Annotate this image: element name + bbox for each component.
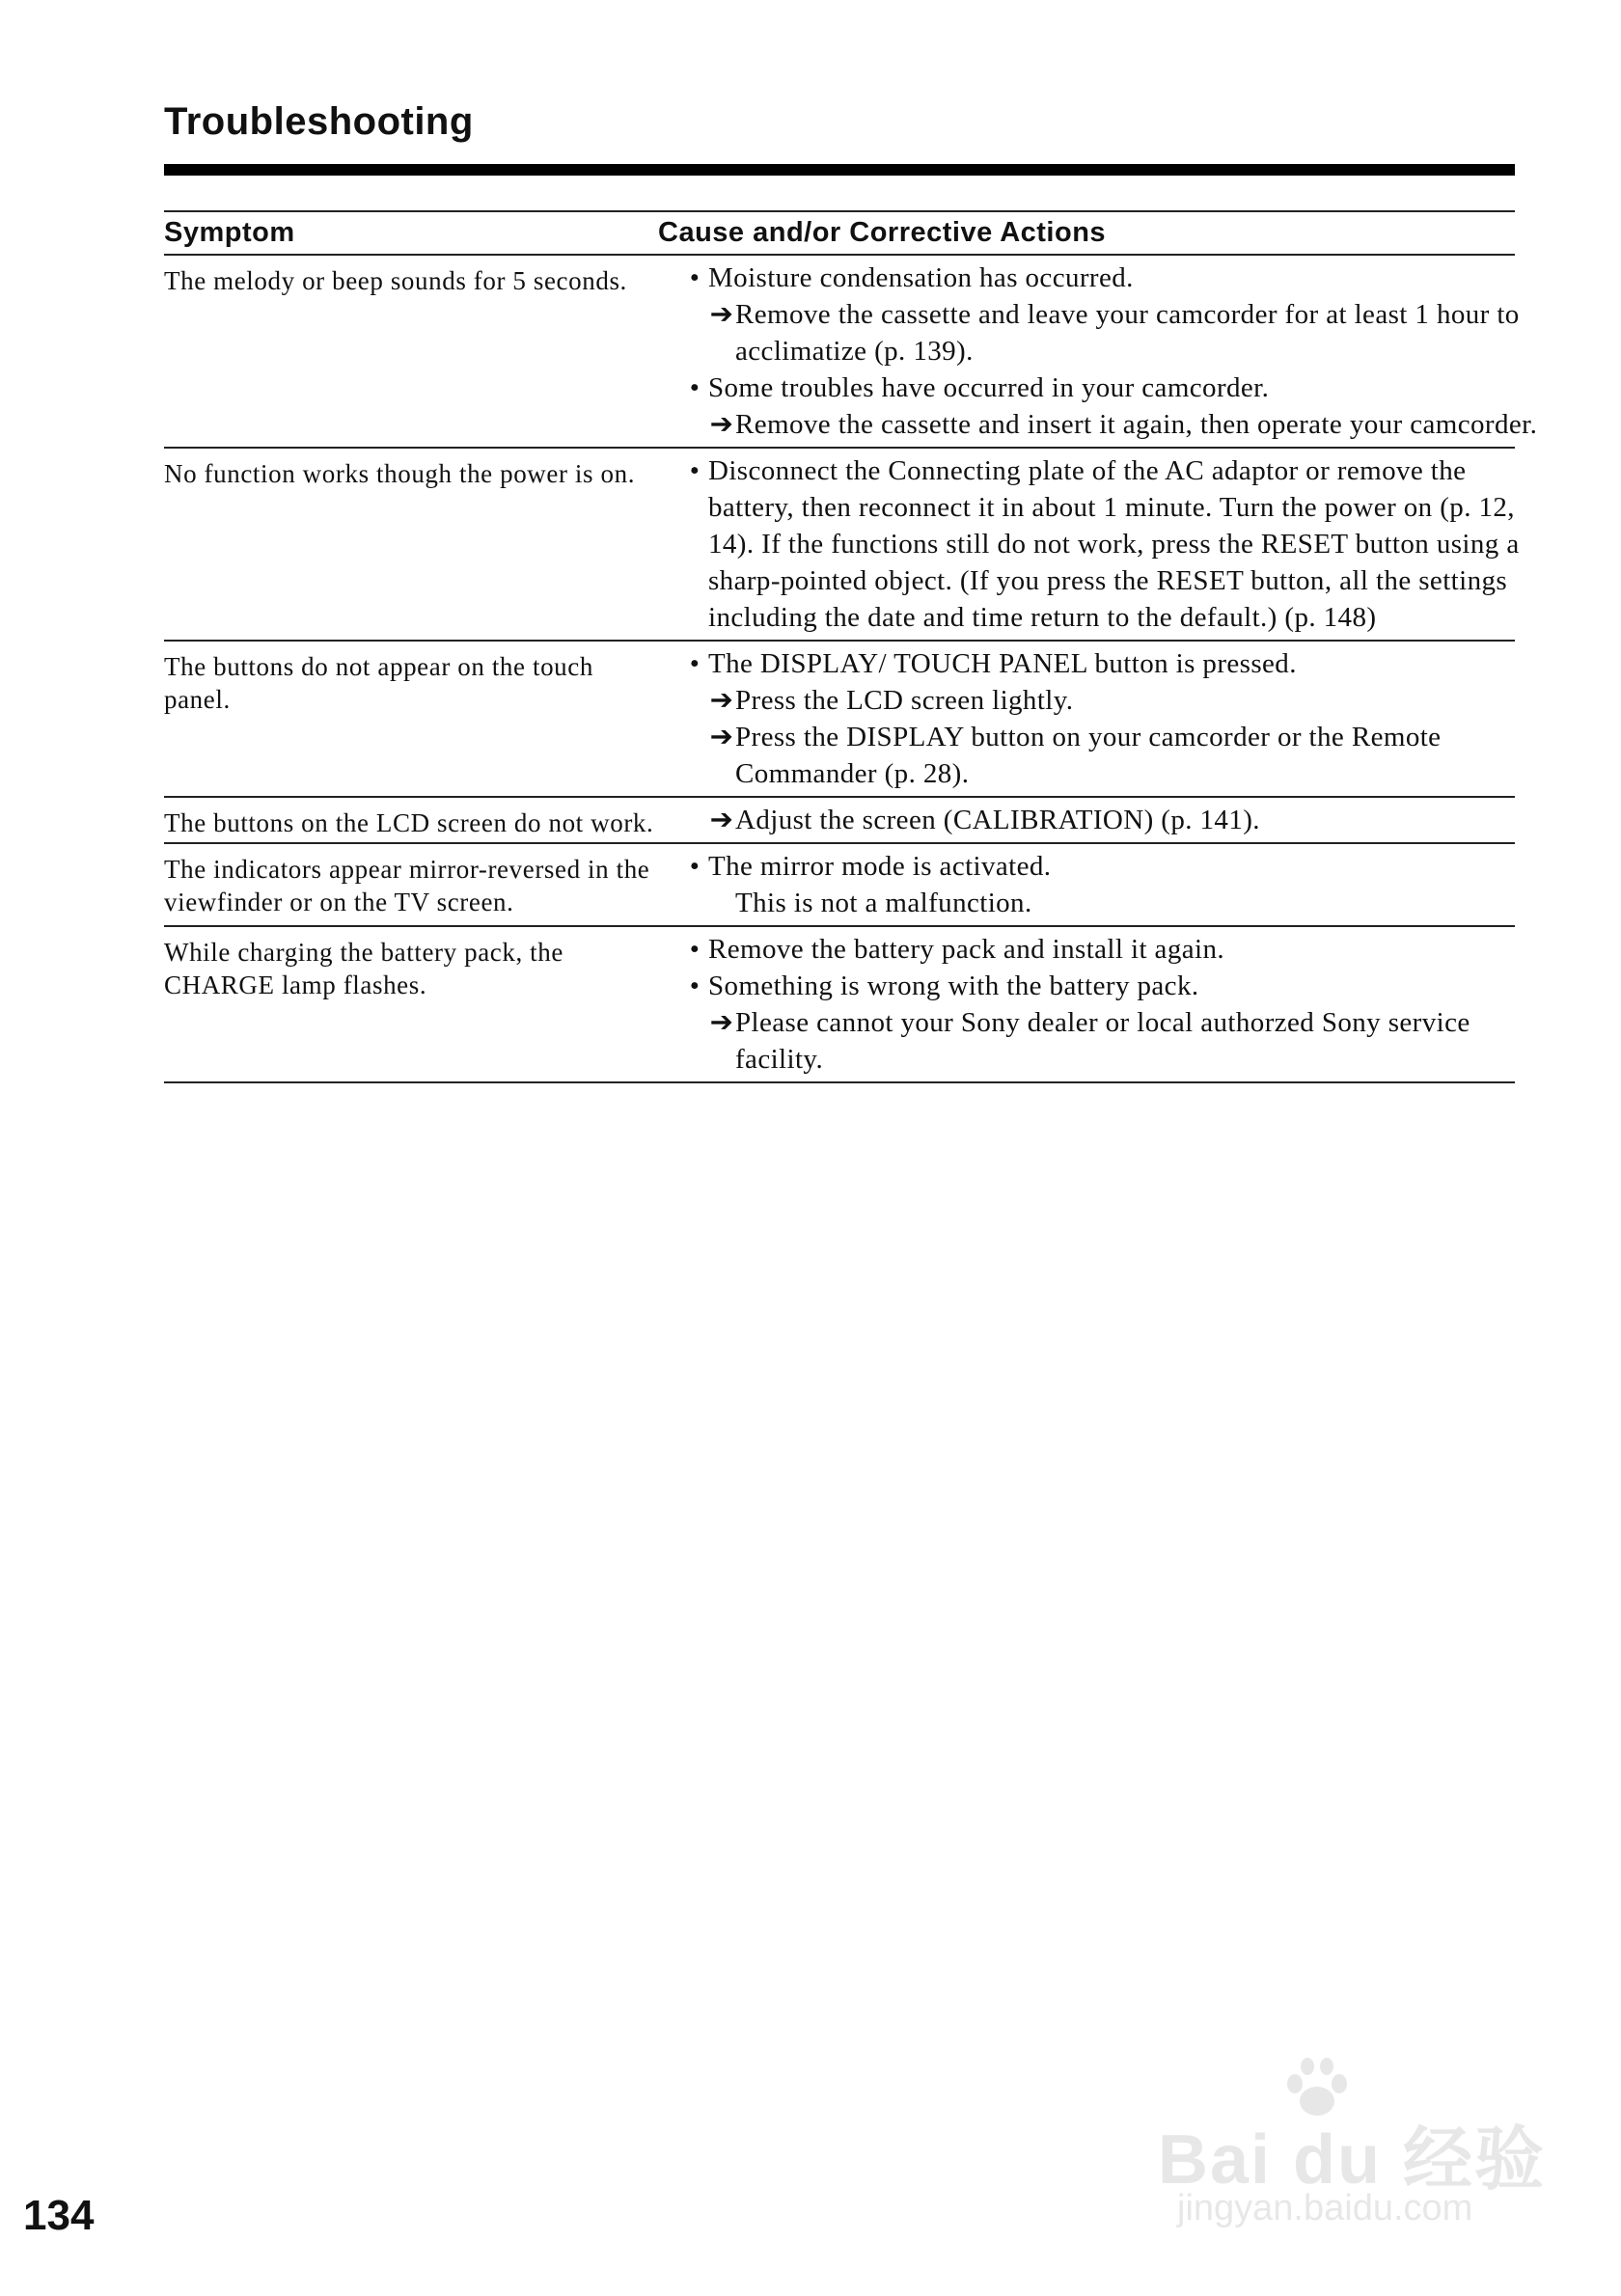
bullet-icon: • <box>689 934 701 965</box>
arrow-right-icon: ➔ <box>709 409 734 440</box>
table-row <box>164 642 1515 798</box>
title-rule <box>164 164 1515 176</box>
cause-bullet-line <box>681 968 1538 1004</box>
line-text: Remove the cassette and leave your camcorder for at least 1 hour to acclimatize (p. 139). <box>735 299 1520 367</box>
symptom-column-header: Symptom <box>164 217 295 248</box>
cause-cell <box>681 798 1538 842</box>
bullet-icon: • <box>689 455 701 486</box>
watermark-url: jingyan.baidu.com <box>1177 2188 1473 2228</box>
bullet-icon: • <box>689 648 701 679</box>
line-text: Moisture condensation has occurred. <box>708 262 1134 293</box>
line-text: Something is wrong with the battery pack. <box>708 970 1199 1001</box>
bullet-icon: • <box>689 262 701 293</box>
corrective-action-line <box>681 802 1538 838</box>
cause-bullet-line <box>681 452 1538 636</box>
line-text: Some troubles have occurred in your camcorder. <box>708 372 1270 403</box>
arrow-right-icon: ➔ <box>709 722 734 752</box>
arrow-right-icon: ➔ <box>709 685 734 716</box>
table-row <box>164 256 1538 449</box>
symptom-cell: The indicators appear mirror-reversed in the viewfinder or on the TV screen. <box>164 855 650 916</box>
cause-bullet-line <box>681 645 1538 682</box>
corrective-action-line <box>681 296 1538 369</box>
table-row <box>164 844 1515 927</box>
symptom-cell: No function works though the power is on. <box>164 459 636 488</box>
watermark <box>1148 2055 1553 2238</box>
corrective-action-line <box>681 682 1538 719</box>
cause-cell <box>681 642 1538 796</box>
marker-spacer <box>708 885 735 921</box>
table-row <box>164 927 1515 1083</box>
arrow-right-icon: ➔ <box>709 299 734 330</box>
cause-cell <box>681 449 1538 640</box>
line-text: Remove the cassette and insert it again, then operate your camcorder. <box>735 409 1538 440</box>
cause-column-header: Cause and/or Corrective Actions <box>658 217 1107 248</box>
line-text: Adjust the screen (CALIBRATION) (p. 141). <box>735 805 1260 835</box>
table-body <box>164 256 1538 1083</box>
line-text: The mirror mode is activated. <box>708 851 1052 882</box>
cause-bullet-line <box>681 931 1538 968</box>
line-text: Disconnect the Connecting plate of the AC adaptor or remove the battery, then reconnect it in about 1 minute. Turn the power on (p. 12, 14). If the functions still do not work, press the RESET button using a sharp-pointed object. (If you press the RESET button, all the settings including the date and time return to the default.) (p. 148) <box>708 455 1520 633</box>
table-row <box>164 798 1515 844</box>
symptom-cell: The buttons do not appear on the touch panel. <box>164 652 593 714</box>
troubleshooting-table <box>164 210 1538 1083</box>
symptom-cell: While charging the battery pack, the CHARGE lamp flashes. <box>164 938 563 999</box>
bullet-icon: • <box>689 372 701 403</box>
line-text: Press the LCD screen lightly. <box>735 685 1074 716</box>
line-text: This is not a malfunction. <box>735 888 1032 918</box>
corrective-action-line <box>681 1004 1538 1078</box>
line-text: The DISPLAY/ TOUCH PANEL button is pressed. <box>708 648 1297 679</box>
cause-cell <box>681 927 1538 1081</box>
symptom-cell: The buttons on the LCD screen do not work. <box>164 808 654 837</box>
line-text: Press the DISPLAY button on your camcorder or the Remote Commander (p. 28). <box>735 722 1442 789</box>
cause-bullet-line <box>681 260 1538 296</box>
cause-cell <box>681 256 1538 447</box>
bullet-icon: • <box>689 970 701 1001</box>
table-row <box>164 449 1520 642</box>
arrow-right-icon: ➔ <box>709 1007 734 1038</box>
cause-cell <box>681 844 1538 925</box>
watermark-main-text: Bai du 经验 <box>1158 2121 1547 2199</box>
page-title: Troubleshooting <box>164 100 474 143</box>
table-header-row <box>164 210 1515 256</box>
cause-bullet-line <box>681 848 1538 885</box>
symptom-cell: The melody or beep sounds for 5 seconds. <box>164 266 627 295</box>
arrow-right-icon: ➔ <box>709 805 734 835</box>
cause-bullet-line <box>681 369 1538 406</box>
page-number: 134 <box>23 2192 95 2239</box>
bullet-icon: • <box>689 851 701 882</box>
corrective-action-line <box>681 719 1538 792</box>
line-text: Please cannot your Sony dealer or local authorzed Sony service facility. <box>735 1007 1470 1075</box>
line-text: Remove the battery pack and install it again. <box>708 934 1225 965</box>
cause-note-line <box>681 885 1538 921</box>
corrective-action-line <box>681 406 1538 443</box>
